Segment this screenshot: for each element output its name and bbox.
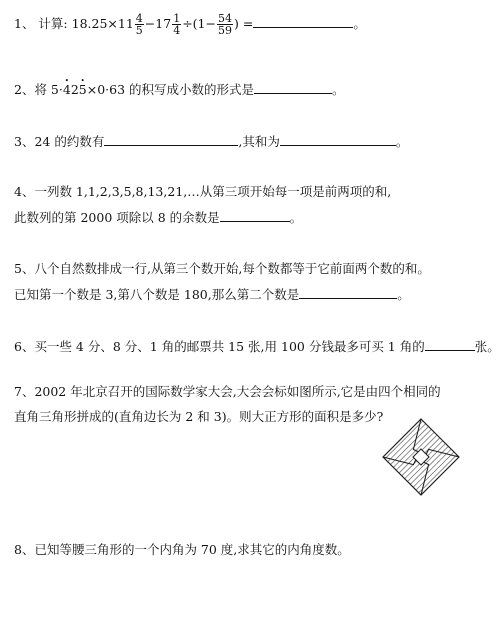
q1-label: 1、 计算:	[14, 16, 68, 31]
q1-expr-b: −17	[144, 16, 172, 31]
q3-end: 。	[395, 134, 409, 149]
q1-frac1-den: 5	[135, 24, 143, 37]
q1-frac2-den: 4	[173, 24, 181, 37]
q4-end: 。	[289, 210, 303, 225]
q1-expr-e: =	[238, 16, 254, 31]
q7-pinwheel-square-figure	[381, 417, 461, 497]
q3-before: 3、24 的约数有	[14, 134, 105, 149]
q1-fraction-2	[172, 13, 181, 36]
q2-before: 2、将 5·	[14, 82, 63, 97]
q1-frac3-den: 59	[217, 24, 232, 37]
q7-line-1: 7、2002 年北京召开的国际数学家大会,大会会标如图所示,它是由四个相同的	[14, 384, 441, 399]
q6-end: 张。	[474, 339, 500, 354]
question-8	[14, 541, 350, 559]
q3-divisors-blank[interactable]	[104, 132, 238, 146]
q7-line-2: 直角三角形拼成的(直角边长为 2 和 3)。则大正方形的面积是多少?	[14, 409, 384, 424]
q5-line-2: 已知第一个数是 3,第八个数是 180,那么第二个数是	[14, 287, 300, 302]
q4-answer-blank[interactable]	[220, 208, 290, 222]
q5-line-2-wrap	[14, 285, 430, 304]
q5-line-1: 5、八个自然数排成一行,从第三个数开始,每个数都等于它前面两个数的和。	[14, 261, 430, 276]
q1-end: 。	[353, 16, 366, 31]
q1-frac2-num: 1	[173, 12, 181, 25]
q2-answer-blank[interactable]	[254, 80, 332, 94]
question-5	[14, 260, 430, 304]
q3-sum-blank[interactable]	[280, 132, 396, 146]
q1-fraction-1	[135, 13, 144, 36]
q2-digit-2: 2	[70, 82, 79, 97]
q6-text: 6、买一些 4 分、8 分、1 角的邮票共 15 张,用 100 分钱最多可买 1 角的	[14, 339, 425, 354]
q5-answer-blank[interactable]	[299, 285, 397, 299]
q1-fraction-3	[217, 13, 233, 36]
q1-expr-d: )	[233, 16, 239, 31]
question-2	[14, 80, 345, 99]
q2-repeating-digit-3: • 5	[79, 81, 87, 99]
question-4	[14, 183, 391, 227]
q1-frac1-num: 4	[135, 12, 143, 25]
question-7	[14, 383, 441, 426]
question-1	[14, 13, 366, 36]
question-3	[14, 132, 408, 151]
q1-frac3-num: 54	[217, 12, 232, 25]
q3-middle: ,其和为	[238, 134, 280, 149]
q2-end: 。	[332, 82, 345, 97]
q4-line-2-wrap	[14, 208, 391, 227]
q4-line-2: 此数列的第 2000 项除以 8 的余数是	[14, 210, 220, 225]
q5-end: 。	[397, 287, 410, 302]
q2-repeating-digit-1: • 4	[63, 81, 71, 99]
q1-answer-blank[interactable]	[253, 14, 353, 28]
q4-line-1: 4、一列数 1,1,2,3,5,8,13,21,…从第三项开始每一项是前两项的和,	[14, 184, 392, 199]
q1-expr-c: ÷(1−	[182, 16, 216, 31]
q6-answer-blank[interactable]	[425, 337, 475, 351]
q1-expr-a: 18.25×11	[71, 16, 134, 31]
question-6	[14, 337, 500, 356]
q8-text: 8、已知等腰三角形的一个内角为 70 度,求其它的内角度数。	[14, 542, 350, 557]
q2-after: ×0·63 的积写成小数的形式是	[86, 82, 254, 97]
